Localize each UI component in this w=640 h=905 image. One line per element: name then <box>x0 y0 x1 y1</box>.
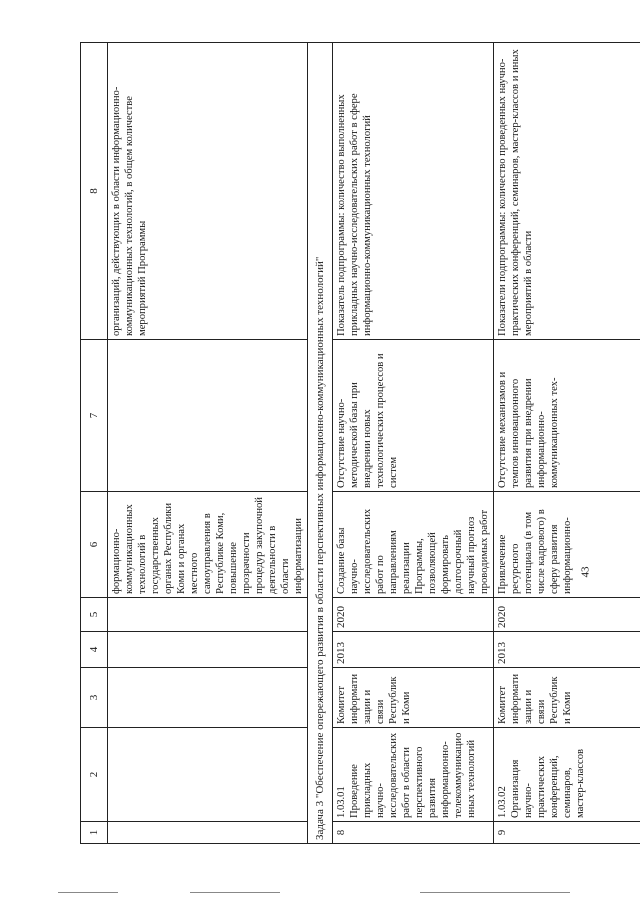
program-measures-table <box>80 42 640 844</box>
continuation-row <box>108 43 308 844</box>
measure-cell: 1.03.01 Проведение прикладных научно-исследовательских работ в области перспективного развития информационно-телекоммуникационных технологий <box>333 728 494 822</box>
scan-artifact-line <box>420 892 570 893</box>
header-col-4: 4 <box>81 632 108 668</box>
rotated-page-content <box>80 43 613 844</box>
header-col-5: 5 <box>81 598 108 632</box>
continuation-indicator-cell: организаций, действующих в области информационно-коммуникационных технологий, в общем количестве мероприятий Программы <box>108 43 308 340</box>
header-col-1: 1 <box>81 822 108 844</box>
header-row <box>81 43 108 844</box>
consequences-cell: Отсутствие научно-методической базы при внедрении новых технологических процессов и систем <box>333 340 494 492</box>
continuation-result-cell: формационно-коммуникационных технологий в государственных органах Республики Коми и органах местного самоуправления в Республике Коми, повышение прозрачности процедур закупочной деятельности в области информатизации <box>108 492 308 598</box>
row-number: 8 <box>333 822 494 844</box>
start-year-cell: 2013 <box>333 632 494 668</box>
indicator-cell: Показатели подпрограммы: количество проведенных научно-практических конференций, семинаров, мастер-классов и иных мероприятий в области <box>494 43 640 340</box>
header-col-8: 8 <box>81 43 108 340</box>
page-number: 43 <box>579 566 592 578</box>
table-row <box>494 43 640 844</box>
table-row <box>333 43 494 844</box>
row-number: 9 <box>494 822 640 844</box>
task-title: Задача 3 "Обеспечение опережающего развития в области перспективных информационно-коммуникационных технологий" <box>308 43 333 844</box>
expected-result-cell: Привлечение ресурсного потенциала (в том числе кадрового) в сферу развития информационно- <box>494 492 640 598</box>
task-row <box>308 43 333 844</box>
header-col-7: 7 <box>81 340 108 492</box>
executor-cell: Комитет информатизации и связи Республики Коми <box>333 668 494 728</box>
start-year-cell: 2013 <box>494 632 640 668</box>
header-col-2: 2 <box>81 728 108 822</box>
scan-artifact-line <box>58 892 118 893</box>
consequences-cell: Отсутствие механизмов и темпов инновационного развития при внедрении информационно-коммуникационных тех- <box>494 340 640 492</box>
header-col-3: 3 <box>81 668 108 728</box>
measure-cell: 1.03.02 Организация научно-практических конференций, семинаров, мастер-классов <box>494 728 640 822</box>
scan-artifact-line <box>190 892 280 893</box>
end-year-cell: 2020 <box>333 598 494 632</box>
expected-result-cell: Создание базы научно-исследовательских работ по направлениям реализации Программы, позволяющей формировать долгосрочный научный прогноз проводимых работ <box>333 492 494 598</box>
executor-cell: Комитет информатизации и связи Республики Коми <box>494 668 640 728</box>
end-year-cell: 2020 <box>494 598 640 632</box>
indicator-cell: Показатель подпрограммы: количество выполненных прикладных научно-исследовательских работ в сфере информационно-коммуникационных технологий <box>333 43 494 340</box>
header-col-6: 6 <box>81 492 108 598</box>
